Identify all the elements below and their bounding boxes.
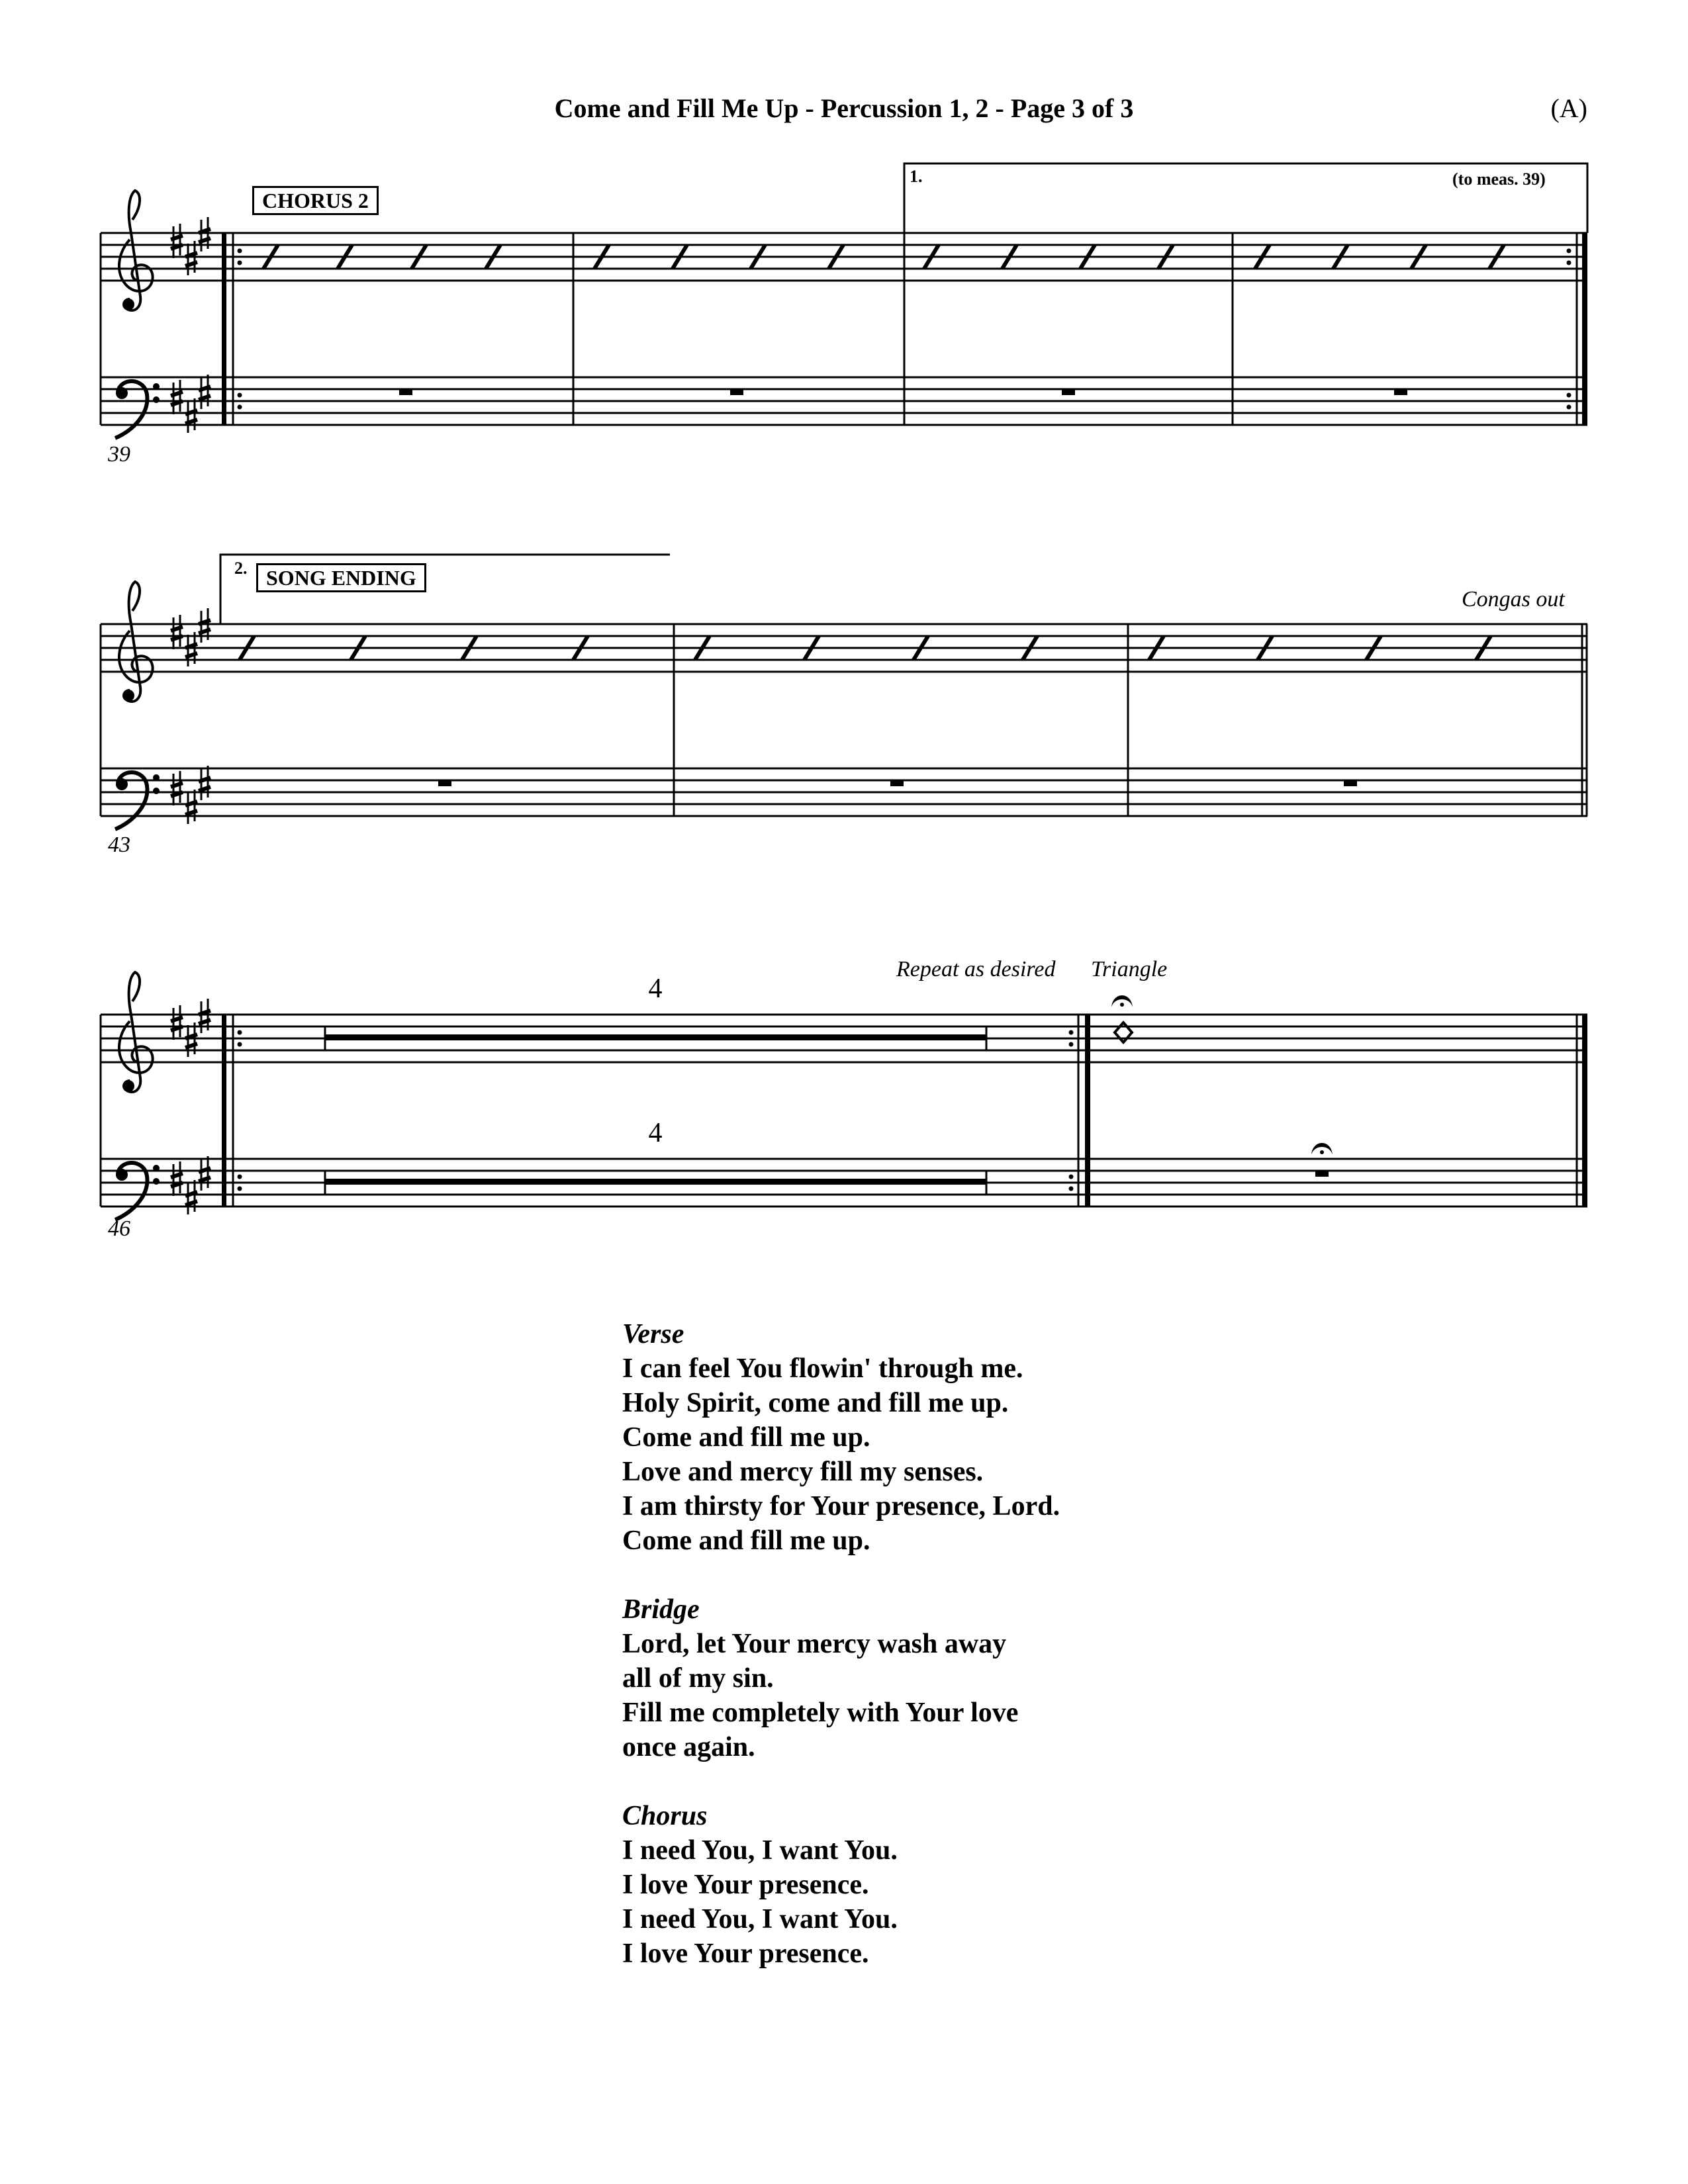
lyric-heading: Bridge xyxy=(622,1594,700,1625)
measure-number-43: 43 xyxy=(108,833,130,857)
second-ending-number: 2. xyxy=(234,559,248,578)
system-2 xyxy=(101,555,1587,829)
lyric-line: Lord, let Your mercy wash away xyxy=(622,1629,1007,1659)
measure-number-39: 39 xyxy=(108,442,130,467)
lyric-heading: Chorus xyxy=(622,1801,708,1831)
first-ending-number: 1. xyxy=(910,167,923,186)
lyric-section-verse xyxy=(622,1317,1060,1558)
lyric-line: I love Your presence. xyxy=(622,1870,869,1900)
rehearsal-mark-chorus-2: CHORUS 2 xyxy=(252,186,379,215)
lyric-section-chorus xyxy=(622,1799,1060,1971)
system-3 xyxy=(101,972,1587,1220)
lyric-line: I am thirsty for Your presence, Lord. xyxy=(622,1491,1060,1522)
page-identifier: (A) xyxy=(1550,93,1587,123)
lyric-line: Come and fill me up. xyxy=(622,1422,870,1453)
lyric-line: I love Your presence. xyxy=(622,1938,869,1969)
multirest-count-treble: 4 xyxy=(648,974,663,1004)
lyric-line: I need You, I want You. xyxy=(622,1904,898,1934)
lyric-line: I need You, I want You. xyxy=(622,1835,898,1866)
repeat-as-desired-text: Repeat as desired xyxy=(896,957,1056,981)
multirest-count-bass: 4 xyxy=(648,1118,663,1148)
triangle-instrument-text: Triangle xyxy=(1091,957,1168,981)
expression-congas-out: Congas out xyxy=(1462,587,1565,612)
lyric-section-bridge xyxy=(622,1592,1060,1764)
first-ending-note: (to meas. 39) xyxy=(1452,169,1546,189)
lyrics-block xyxy=(622,1317,1060,2005)
lyric-line: Holy Spirit, come and fill me up. xyxy=(622,1388,1009,1418)
page-title: Come and Fill Me Up - Percussion 1, 2 - Page 3 of 3 xyxy=(554,93,1134,123)
measure-number-46: 46 xyxy=(108,1216,130,1241)
lyric-line: all of my sin. xyxy=(622,1663,774,1694)
lyric-line: Fill me completely with Your love xyxy=(622,1698,1019,1728)
lyric-line: Love and mercy fill my senses. xyxy=(622,1457,984,1487)
lyric-line: I can feel You flowin' through me. xyxy=(622,1353,1023,1384)
lyric-heading: Verse xyxy=(622,1319,684,1349)
rehearsal-mark-song-ending: SONG ENDING xyxy=(256,563,426,592)
lyric-line: once again. xyxy=(622,1732,755,1762)
lyric-line: Come and fill me up. xyxy=(622,1525,870,1556)
